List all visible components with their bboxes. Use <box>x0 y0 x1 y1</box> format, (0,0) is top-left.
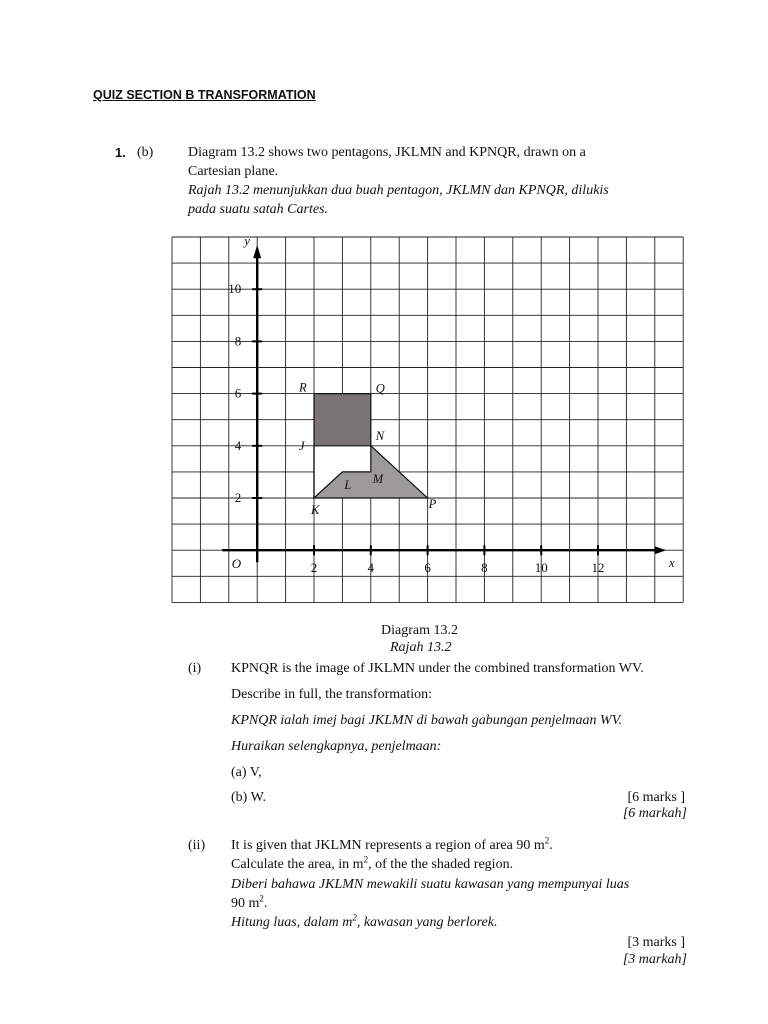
intro-ms-line1: Rajah 13.2 menunjukkan dua buah pentagon, JKLMN dan KPNQR, dilukis <box>188 183 609 198</box>
intro-en-line2: Cartesian plane. <box>188 164 279 179</box>
point-label-p: P <box>428 497 437 511</box>
part-i-label: (i) <box>188 661 202 676</box>
x-tick-label: 6 <box>424 560 431 576</box>
shaded-region-dark <box>314 394 371 446</box>
part-i-marks-ms: [6 markah] <box>622 806 687 821</box>
y-tick-label: 10 <box>228 281 242 297</box>
axes <box>222 245 666 562</box>
part-ii-marks-ms: [3 markah] <box>622 952 687 967</box>
y-tick-label: 6 <box>234 385 242 401</box>
part-ii-line5-text: Hitung luas, dalam m <box>231 915 353 930</box>
intro-ms-line2: pada suatu satah Cartes. <box>188 202 329 217</box>
point-label-m: M <box>372 471 384 486</box>
part-ii-line4 <box>231 894 267 913</box>
part-i-marks-en: [6 marks ] <box>627 790 685 805</box>
diagram-caption-ms: Rajah 13.2 <box>390 640 452 655</box>
y-axis-arrow <box>253 245 261 258</box>
y-axis-label: y <box>244 232 250 248</box>
point-label-k: K <box>311 503 320 517</box>
part-ii-line2-text: Calculate the area, in m <box>231 857 364 872</box>
x-axis-label: x <box>669 555 675 571</box>
part-ii-line4-sup: 2 <box>259 893 264 904</box>
part-ii-line5-end: , kawasan yang berlorek. <box>356 915 498 930</box>
part-label: (b) <box>137 145 154 160</box>
part-ii-line5-sup: 2 <box>352 912 357 923</box>
point-label-n: N <box>375 428 385 443</box>
origin-label: O <box>231 556 242 572</box>
question-number: 1. <box>115 145 126 160</box>
part-i-a: (a) V, <box>231 765 262 780</box>
part-ii-line3: Diberi bahawa JKLMN mewakili suatu kawasan yang mempunyai luas <box>231 877 630 892</box>
x-tick-label: 12 <box>591 560 605 576</box>
part-i-line3: KPNQR ialah imej bagi JKLMN di bawah gabungan penjelmaan WV. <box>231 713 622 728</box>
part-i-b: (b) W. <box>231 790 266 805</box>
part-ii-line1-end: . <box>549 838 553 853</box>
part-ii-line1 <box>231 836 553 855</box>
point-label-l: L <box>344 477 352 492</box>
part-ii-line1-text: It is given that JKLMN represents a region of area 90 m <box>231 838 545 853</box>
part-ii-marks-en: [3 marks ] <box>627 935 685 950</box>
x-axis-arrow <box>655 546 667 554</box>
part-i-line4: Huraikan selengkapnya, penjelmaan: <box>231 739 442 754</box>
part-ii-line2 <box>231 855 513 874</box>
part-ii-line4-end: . <box>263 896 268 911</box>
intro-en-line1: Diagram 13.2 shows two pentagons, JKLMN and KPNQR, drawn on a <box>188 145 586 160</box>
x-tick-label: 10 <box>534 560 548 576</box>
y-tick-label: 8 <box>234 333 242 349</box>
quiz-title: QUIZ SECTION B TRANSFORMATION <box>93 88 316 102</box>
point-label-j: J <box>299 438 305 453</box>
part-ii-line2-sup: 2 <box>363 854 369 865</box>
y-tick-label: 4 <box>234 437 242 453</box>
x-tick-label: 4 <box>367 560 375 576</box>
x-tick-label: 2 <box>310 560 318 576</box>
x-tick-label: 8 <box>481 560 488 576</box>
part-ii-line4-text: 90 m <box>231 896 260 911</box>
part-ii-line1-sup: 2 <box>544 835 550 846</box>
diagram-caption-en: Diagram 13.2 <box>381 623 458 638</box>
part-i-line2: Describe in full, the transformation: <box>231 687 432 702</box>
point-label-r: R <box>299 380 307 395</box>
part-ii-line5 <box>231 913 497 932</box>
part-ii-line2-end: , of the the shaded region. <box>368 857 514 872</box>
part-i-line1: KPNQR is the image of JKLMN under the combined transformation WV. <box>231 661 644 676</box>
part-ii-label: (ii) <box>188 838 206 853</box>
y-tick-label: 2 <box>234 490 242 505</box>
point-label-q: Q <box>375 381 385 396</box>
